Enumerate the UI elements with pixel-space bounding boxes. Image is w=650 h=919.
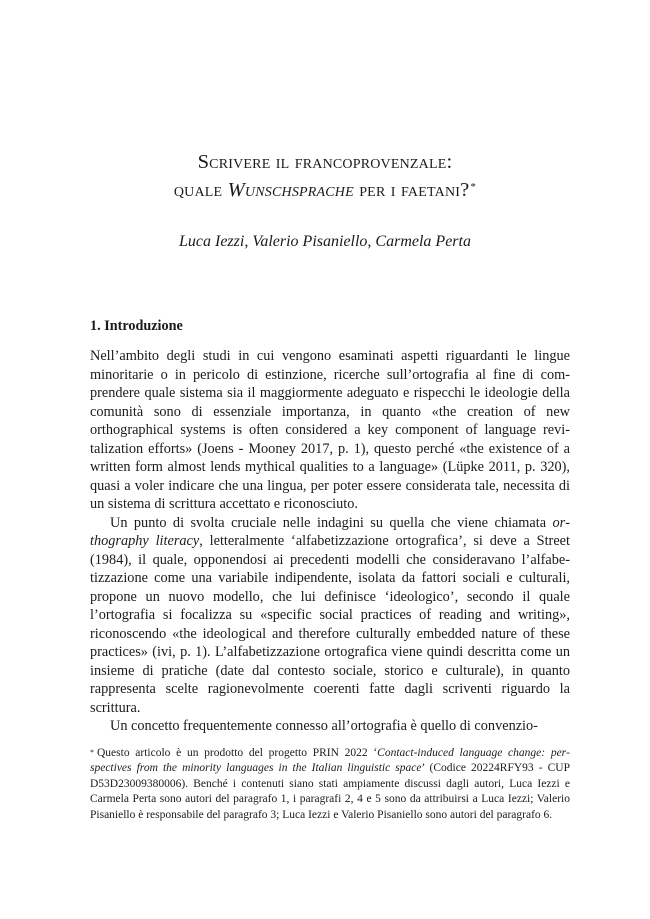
- title-footnote-mark: *: [470, 181, 477, 193]
- footnote: [90, 746, 570, 823]
- footnote-mark: *: [90, 748, 94, 757]
- article-title: [0, 148, 650, 204]
- paragraph-2-pre: Un punto di svolta cruciale nelle indagini su quella che viene chiamata: [110, 514, 553, 531]
- section-heading: 1. Introduzione: [90, 318, 183, 334]
- paragraph-2-post: , letteralmente ‘alfabetizzazione ortografica’, si deve a Street (1984), il quale, opponendosi ai precedenti modelli che consideravano l’alfabetizzazione come una variabile indipendente, isolata da fattori sociali e culturali, propone un nuovo modello, che lui definisce ‘ideologico’, secondo il quale l’ortografia si focalizza su «specific social practices of reading and writing», riconoscendo «the ideological and therefore culturally embedded nature of these practices» (ivi, p. 1). L’alfabetizzazione ortografica viene quindi descritta come un insieme di pratiche (date dal contesto sociale, storico e culturale), in quanto rappresenta scelte ragionevolmente coerenti fatte dagli scriventi riguardo la scrittura.: [90, 533, 570, 716]
- footnote-text-pre: Questo articolo è un prodotto del progetto PRIN 2022 ‘: [97, 747, 378, 759]
- body-text: [90, 347, 570, 736]
- paragraph-2-term: orthography literacy: [90, 514, 570, 549]
- footnote-project-title: Contact-induced language change: perspectives from the minority languages in the Italian linguistic space: [90, 747, 570, 775]
- title-line-1: Scrivere il francoprovenzale:: [197, 151, 453, 173]
- title-line-2-pre: quale: [173, 179, 228, 201]
- title-line-2: [0, 176, 650, 204]
- paragraph-2: [90, 514, 570, 718]
- title-keyword: Wunschsprache: [227, 179, 354, 201]
- paragraph-1: Nell’ambito degli studi in cui vengono esaminati aspetti riguardanti le lingue minoritarie o in pericolo di estinzione, ricerche sull’ortografia al fine di comprendere quale sistema sia il maggiormente adeguato e rispecchi le ideologie della comunità sono di essenziale importanza, in quanto «the creation of new orthographical systems is often considered a key component of language revitalization efforts» (Joens - Mooney 2017, p. 1), questo perché «the existence of a written form almost lends mythical qualities to a language» (Lüpke 2011, p. 320), quasi a voler indicare che una lingua, per poter essere considerata tale, necessita di un sistema di scrittura accettato e riconosciuto.: [90, 348, 570, 512]
- paragraph-3: Un concetto frequentemente connesso all’ortografia è quello di convenzio-: [110, 718, 538, 734]
- title-line-2-post: per i faetani?: [353, 179, 470, 201]
- footnote-text-post: ’ (Codice 20224RFY93 - CUP D53D23009380006). Benché i contenuti siano stati ampiamente discussi dagli autori, Luca Iezzi e Carmela Perta sono autori del paragrafo 1, i paragrafi 2, 4 e 5 sono da attribuirsi a Luca Iezzi; Valerio Pisaniello è responsabile del paragrafo 3; Luca Iezzi e Valerio Pisaniello sono autori del paragrafo 6.: [90, 762, 571, 821]
- article-authors: Luca Iezzi, Valerio Pisaniello, Carmela Perta: [179, 233, 471, 250]
